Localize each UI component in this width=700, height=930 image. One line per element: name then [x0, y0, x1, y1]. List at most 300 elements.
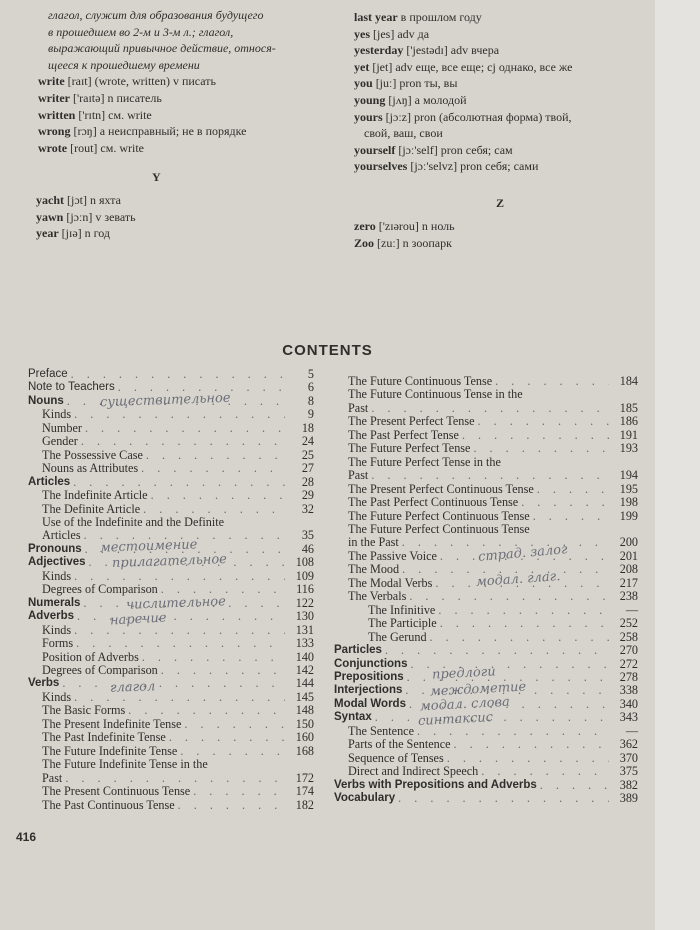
vocab-headword: young — [354, 92, 386, 107]
vocab-continuation: выражающий привычное действие, относя- — [48, 41, 276, 56]
toc-entry-page: 168 — [295, 743, 314, 758]
toc-entry-page: 109 — [295, 568, 314, 583]
toc-leader-dots — [540, 779, 609, 792]
toc-entry-label: Forms — [42, 636, 74, 651]
vocab-definition: [jʌŋ] a молодой — [388, 92, 467, 107]
toc-entry-label: in the Past — [348, 535, 399, 550]
toc-entry[interactable] — [334, 415, 638, 428]
toc-entry[interactable] — [334, 510, 638, 523]
toc-entry[interactable] — [334, 523, 638, 536]
toc-entry-page: 272 — [619, 656, 638, 671]
toc-entry-label: Parts of the Sentence — [348, 737, 451, 752]
toc-entry-page: 340 — [619, 696, 638, 711]
toc-entry[interactable] — [28, 664, 314, 677]
toc-entry[interactable] — [28, 476, 314, 489]
toc-entry-label: The Future Perfect Continuous Tense — [348, 508, 530, 523]
toc-leader-dots — [128, 704, 285, 717]
toc-entry-label: The Passive Voice — [348, 548, 437, 563]
vocab-entry — [38, 107, 338, 124]
vocab-headword: zero — [354, 219, 376, 233]
toc-entry[interactable] — [334, 536, 638, 549]
toc-leader-dots — [73, 476, 285, 489]
toc-leader-dots — [81, 435, 285, 448]
toc-entry-page: 199 — [619, 508, 638, 523]
toc-entry[interactable] — [28, 772, 314, 785]
vocab-headword: write — [38, 74, 65, 89]
vocab-entry — [354, 59, 650, 76]
vocab-headword: yacht — [36, 193, 64, 207]
toc-entry-label: The Past Continuous Tense — [42, 797, 175, 812]
toc-entry-label: The Modal Verbs — [348, 575, 433, 590]
toc-entry-label: Articles — [28, 475, 71, 488]
vocab-entry — [354, 42, 650, 59]
toc-leader-dots — [533, 510, 609, 523]
toc-entry-page: 343 — [619, 710, 638, 725]
toc-leader-dots — [371, 402, 609, 415]
toc-entry-label: Note to Teachers — [28, 381, 115, 394]
vocab-definition: [jɔt] n яхта — [67, 193, 121, 207]
toc-entry-page: 32 — [301, 501, 314, 516]
toc-entry-label: Nouns as Attributes — [42, 461, 139, 476]
toc-entry-label: The Infinitive — [368, 602, 436, 617]
toc-leader-dots — [385, 644, 609, 657]
toc-entry-page: 148 — [295, 703, 314, 718]
toc-entry[interactable] — [334, 779, 638, 792]
toc-entry-page: 8 — [307, 393, 314, 408]
toc-entry-page: 133 — [295, 636, 314, 651]
toc-leader-dots — [169, 731, 285, 744]
handwritten-note-modal-verbs: модал. глаг. — [475, 569, 561, 590]
toc-column-left — [28, 368, 314, 812]
toc-leader-dots — [85, 422, 285, 435]
toc-entry-page: 252 — [619, 616, 638, 631]
toc-entry-label: Past — [348, 400, 369, 415]
vocab-headword: yours — [354, 109, 383, 124]
toc-entry-label: The Present Continuous Tense — [42, 784, 191, 799]
toc-entry-label: The Future Perfect Continuous Tense — [348, 521, 530, 536]
toc-entry-label: The Future Perfect Tense — [348, 441, 471, 456]
toc-leader-dots — [151, 489, 285, 502]
toc-entry-label: The Basic Forms — [42, 703, 126, 718]
toc-entry[interactable] — [334, 604, 638, 617]
toc-leader-dots — [462, 429, 609, 442]
toc-entry-page: 25 — [301, 447, 314, 462]
toc-entry-page: 130 — [295, 609, 314, 624]
toc-entry[interactable] — [334, 402, 638, 415]
toc-entry-page: 182 — [295, 797, 314, 812]
letter-heading-y: Y — [152, 170, 161, 184]
toc-entry-page: 150 — [295, 716, 314, 731]
toc-entry-label: Past — [348, 468, 369, 483]
toc-entry[interactable] — [28, 462, 314, 475]
toc-entry-page: 35 — [301, 528, 314, 543]
toc-entry-label: The Sentence — [348, 723, 414, 738]
vocab-definition: [jɔː'self] pron себя; сам — [398, 142, 513, 157]
toc-entry-label: Sequence of Tenses — [348, 750, 444, 765]
letter-heading-z: Z — [496, 196, 505, 210]
vocab-continuation: свой, ваш, свои — [364, 126, 443, 141]
toc-entry[interactable] — [28, 624, 314, 637]
vocab-definition: [jɪə] n год — [61, 226, 111, 241]
toc-entry[interactable] — [334, 388, 638, 401]
vocab-definition: [zuː] n зоопарк — [377, 235, 452, 250]
toc-entry-label: Direct and Indirect Speech — [348, 764, 479, 779]
toc-leader-dots — [180, 745, 285, 758]
toc-entry-label: Preface — [28, 368, 68, 380]
toc-entry-label: Pronouns — [28, 542, 82, 555]
toc-entry-label: The Present Indefinite Tense — [42, 716, 182, 731]
toc-entry[interactable] — [334, 644, 638, 657]
vocab-headword: yourself — [354, 142, 396, 157]
toc-leader-dots — [146, 449, 285, 462]
toc-entry-label: The Future Continuous Tense — [348, 374, 493, 388]
toc-entry-page: 184 — [619, 374, 638, 388]
toc-entry[interactable] — [28, 704, 314, 717]
vocab-headword: writer — [38, 90, 70, 105]
vocab-headword: wrong — [38, 124, 71, 139]
toc-leader-dots — [371, 469, 609, 482]
toc-entry-label: Kinds — [42, 622, 72, 637]
toc-entry-label: Conjunctions — [334, 657, 408, 670]
toc-entry[interactable] — [28, 651, 314, 664]
toc-entry-page: 278 — [619, 669, 638, 684]
toc-leader-dots — [481, 765, 609, 778]
toc-entry-page: 6 — [307, 380, 314, 395]
toc-entry-label: The Verbals — [348, 589, 407, 604]
handwritten-note-prepositions: предлоги — [431, 664, 497, 683]
vocab-entry — [354, 235, 650, 252]
toc-entry-label: The Future Indefinite Tense in the — [42, 757, 208, 772]
toc-entry-page: 46 — [301, 541, 314, 556]
toc-entry-page: 370 — [619, 750, 638, 765]
vocab-definition: ['raɪtə] n писатель — [72, 90, 162, 105]
toc-leader-dots — [409, 590, 609, 603]
page-number: 416 — [16, 830, 37, 844]
toc-entry-page: 145 — [295, 689, 314, 704]
toc-entry[interactable] — [334, 590, 638, 603]
toc-entry[interactable] — [28, 785, 314, 798]
vocab-headword: yes — [354, 26, 370, 41]
toc-leader-dots — [71, 368, 285, 381]
toc-leader-dots — [495, 375, 609, 388]
toc-leader-dots — [65, 772, 285, 785]
toc-entry-page: 382 — [619, 777, 638, 792]
vocab-definition: ['jestədɪ] adv вчера — [406, 43, 500, 58]
toc-entry-page: 198 — [619, 495, 638, 510]
toc-leader-dots — [537, 483, 609, 496]
handwritten-note-pronouns: местоимение — [99, 537, 198, 556]
toc-entry[interactable] — [334, 375, 638, 388]
toc-entry-page: 191 — [619, 427, 638, 442]
vocab-entry — [354, 75, 650, 92]
toc-entry-page: 174 — [295, 784, 314, 799]
vocab-entry — [36, 209, 336, 226]
vocab-headword: written — [38, 107, 76, 122]
toc-entry-page: 185 — [619, 400, 638, 415]
handwritten-note-numerals: числительное — [125, 594, 227, 613]
vocab-entry — [354, 125, 650, 142]
vocab-entry — [36, 192, 336, 209]
toc-entry[interactable] — [334, 456, 638, 469]
toc-column-right — [334, 375, 638, 806]
toc-entry-label: Degrees of Comparison — [42, 582, 158, 597]
toc-entry-label: Prepositions — [334, 670, 404, 683]
toc-entry-label: The Future Indefinite Tense — [42, 743, 178, 758]
handwritten-note-syntax: синтаксис — [417, 710, 494, 729]
toc-entry[interactable] — [28, 799, 314, 812]
toc-entry-page: 375 — [619, 764, 638, 779]
toc-entry[interactable] — [334, 765, 638, 778]
handwritten-note-adjectives: прилагательное — [111, 552, 228, 571]
handwritten-note-verbs: глагол — [109, 679, 156, 696]
toc-leader-dots — [178, 799, 285, 812]
toc-entry-label: The Past Perfect Continuous Tense — [348, 495, 519, 510]
vocab-definition: [jɔː'selvz] pron себя; сами — [410, 159, 539, 174]
toc-entry-page: 116 — [296, 582, 314, 597]
toc-entry-page: 27 — [301, 461, 314, 476]
toc-entry[interactable] — [28, 677, 314, 690]
toc-entry-label: Particles — [334, 644, 382, 657]
toc-entry-page: — — [625, 602, 638, 617]
toc-entry-page: 18 — [301, 420, 314, 435]
toc-leader-dots — [74, 570, 285, 583]
toc-entry-label: The Present Perfect Continuous Tense — [348, 481, 534, 496]
vocabulary-column-left — [38, 7, 338, 156]
vocab-entry — [354, 142, 650, 159]
toc-entry[interactable] — [334, 631, 638, 644]
toc-entry-page: 238 — [619, 589, 638, 604]
contents-title: CONTENTS — [282, 342, 373, 359]
toc-entry[interactable] — [28, 691, 314, 704]
toc-leader-dots — [141, 462, 285, 475]
toc-entry[interactable] — [334, 725, 638, 738]
toc-entry-label: The Future Perfect Tense in the — [348, 454, 501, 469]
toc-leader-dots — [74, 691, 285, 704]
toc-entry-page: 193 — [619, 441, 638, 456]
page-gutter — [655, 0, 700, 930]
toc-leader-dots — [184, 718, 285, 731]
toc-entry[interactable] — [28, 758, 314, 771]
toc-entry-label: Verbs with Prepositions and Adverbs — [334, 778, 537, 791]
toc-entry[interactable] — [28, 610, 314, 623]
toc-entry[interactable] — [334, 483, 638, 496]
vocab-headword: yet — [354, 59, 370, 74]
toc-leader-dots — [161, 664, 285, 677]
toc-entry[interactable] — [28, 435, 314, 448]
vocab-headword: Zoo — [354, 235, 375, 250]
toc-entry-label: The Mood — [348, 562, 400, 577]
toc-leader-dots — [143, 503, 285, 516]
toc-entry[interactable] — [28, 718, 314, 731]
toc-leader-dots — [521, 496, 609, 509]
vocab-entry — [38, 7, 338, 24]
vocab-headword: last year — [354, 10, 398, 24]
toc-entry-label: The Definite Article — [42, 501, 141, 516]
toc-entry-label: Verbs — [28, 677, 60, 690]
toc-entry-label: Gender — [42, 434, 78, 449]
toc-entry-page: 122 — [295, 595, 314, 610]
toc-entry-label: The Participle — [368, 616, 437, 631]
toc-entry[interactable] — [28, 489, 314, 502]
toc-entry-page: 131 — [295, 622, 314, 637]
vocabulary-z-entries — [354, 218, 650, 251]
toc-entry[interactable] — [28, 745, 314, 758]
toc-entry-label: Adjectives — [28, 556, 86, 569]
toc-entry-label: Syntax — [334, 711, 372, 724]
vocab-entry — [354, 109, 650, 126]
toc-entry[interactable] — [28, 503, 314, 516]
toc-entry-page: 172 — [295, 770, 314, 785]
vocab-entry — [354, 92, 650, 109]
toc-entry-label: Kinds — [42, 407, 72, 422]
toc-entry-page: 186 — [619, 414, 638, 429]
toc-entry[interactable] — [334, 429, 638, 442]
toc-entry-page: 140 — [295, 649, 314, 664]
vocab-entry — [354, 26, 650, 43]
handwritten-note-interjections: междометие — [429, 679, 527, 700]
toc-entry[interactable] — [334, 792, 638, 805]
toc-entry-page: 29 — [301, 488, 314, 503]
toc-entry[interactable] — [334, 469, 638, 482]
toc-entry-page: 338 — [619, 683, 638, 698]
toc-entry-page: 217 — [619, 575, 638, 590]
toc-entry-page: 5 — [307, 367, 314, 381]
toc-entry-page: 144 — [295, 676, 314, 691]
vocab-entry — [38, 57, 338, 74]
toc-entry-label: Kinds — [42, 568, 72, 583]
toc-entry-page: 28 — [301, 474, 314, 489]
vocab-headword: you — [354, 76, 373, 91]
toc-entry[interactable] — [28, 368, 314, 381]
toc-entry-page: 270 — [619, 643, 638, 658]
toc-entry-page: 142 — [295, 662, 314, 677]
vocabulary-y-entries — [36, 192, 336, 242]
toc-entry-label: Articles — [42, 528, 81, 543]
toc-entry-page: 24 — [301, 434, 314, 449]
handwritten-note-adverbs: наречие — [109, 610, 167, 629]
toc-leader-dots — [438, 604, 609, 617]
toc-entry-label: The Present Perfect Tense — [348, 414, 475, 429]
vocab-entry — [38, 73, 338, 90]
toc-entry[interactable] — [28, 570, 314, 583]
toc-entry-label: Nouns — [28, 394, 64, 407]
vocab-headword: year — [36, 226, 59, 241]
toc-entry-page: 208 — [619, 562, 638, 577]
toc-entry-page: 160 — [295, 730, 314, 745]
vocab-continuation: в прошедшем во 2-м и 3-м л.; глагол, — [48, 24, 234, 39]
vocab-entry — [354, 9, 650, 26]
vocab-entry — [36, 225, 336, 242]
toc-leader-dots — [142, 651, 285, 664]
vocab-definition: [rout] см. write — [70, 140, 145, 155]
vocab-definition: ['zɪərou] n ноль — [378, 219, 455, 233]
toc-entry-label: Kinds — [42, 689, 72, 704]
toc-entry[interactable] — [28, 637, 314, 650]
toc-entry[interactable] — [334, 617, 638, 630]
toc-entry[interactable] — [334, 496, 638, 509]
vocab-definition: [rɔŋ] a неисправный; не в порядке — [73, 124, 247, 139]
toc-entry-label: Vocabulary — [334, 792, 396, 805]
toc-leader-dots — [193, 785, 285, 798]
toc-entry-page: 108 — [295, 555, 314, 570]
toc-leader-dots — [62, 677, 285, 690]
vocab-headword: yawn — [36, 209, 64, 224]
toc-entry-label: Past — [42, 770, 63, 785]
toc-leader-dots — [74, 408, 285, 421]
vocabulary-column-right — [354, 9, 650, 175]
vocab-headword: wrote — [38, 140, 68, 155]
toc-entry-label: Degrees of Comparison — [42, 662, 158, 677]
toc-entry-label: The Future Continuous Tense in the — [348, 387, 523, 402]
vocab-entry — [38, 140, 338, 157]
vocab-entry — [354, 218, 650, 235]
toc-entry-page: 201 — [619, 548, 638, 563]
toc-entry-label: Numerals — [28, 596, 81, 609]
toc-entry-page: 362 — [619, 737, 638, 752]
toc-entry[interactable] — [334, 442, 638, 455]
vocab-entry — [38, 90, 338, 107]
toc-entry[interactable] — [334, 752, 638, 765]
handwritten-note-nouns: существительное — [99, 390, 231, 411]
toc-leader-dots — [77, 610, 285, 623]
toc-entry[interactable] — [28, 422, 314, 435]
toc-entry-page: 200 — [619, 535, 638, 550]
toc-entry-label: The Past Indefinite Tense — [42, 730, 166, 745]
toc-entry[interactable] — [28, 449, 314, 462]
vocab-definition: [jet] adv еще, все еще; cj однако, все же — [372, 59, 573, 74]
toc-leader-dots — [440, 617, 609, 630]
toc-leader-dots — [447, 752, 609, 765]
toc-entry-label: Position of Adverbs — [42, 649, 139, 664]
toc-entry[interactable] — [28, 583, 314, 596]
vocab-continuation: глагол, служит для образования будущего — [48, 8, 264, 22]
toc-leader-dots — [74, 624, 285, 637]
toc-entry-page: 195 — [619, 481, 638, 496]
toc-entry-page: 258 — [619, 629, 638, 644]
vocab-entry — [354, 158, 650, 175]
vocab-headword: yourselves — [354, 159, 408, 174]
vocab-entry — [38, 24, 338, 41]
toc-entry-label: Interjections — [334, 684, 403, 697]
toc-entry[interactable] — [28, 516, 314, 529]
vocab-definition: [jɔːz] pron (абсолютная форма) твой, — [385, 109, 572, 124]
vocab-definition: [juː] pron ты, вы — [375, 76, 458, 91]
toc-entry-label: Use of the Indefinite and the Definite — [42, 514, 225, 529]
toc-entry-label: The Indefinite Article — [42, 488, 148, 503]
vocab-entry — [38, 123, 338, 140]
toc-entry[interactable] — [334, 738, 638, 751]
toc-entry-label: Modal Words — [334, 697, 406, 710]
handwritten-note-passive-voice: страд. залог — [477, 542, 569, 565]
toc-leader-dots — [454, 738, 609, 751]
toc-entry-label: The Possessive Case — [42, 447, 143, 462]
toc-entry-label: Number — [42, 420, 82, 435]
vocab-definition: [raɪt] (wrote, written) v писать — [67, 74, 216, 89]
vocab-definition: [jɔːn] v зевать — [66, 209, 136, 224]
toc-leader-dots — [478, 415, 609, 428]
toc-entry-page: — — [625, 723, 638, 738]
toc-leader-dots — [430, 631, 609, 644]
toc-entry[interactable] — [28, 408, 314, 421]
vocab-headword: yesterday — [354, 43, 404, 58]
toc-entry[interactable] — [28, 731, 314, 744]
toc-entry-page: 194 — [619, 468, 638, 483]
toc-leader-dots — [76, 637, 285, 650]
toc-entry-page: 9 — [307, 407, 314, 422]
vocab-definition: [jes] adv да — [373, 26, 430, 41]
vocab-entry — [38, 40, 338, 57]
handwritten-note-modal-words: модал. слова — [419, 694, 511, 715]
